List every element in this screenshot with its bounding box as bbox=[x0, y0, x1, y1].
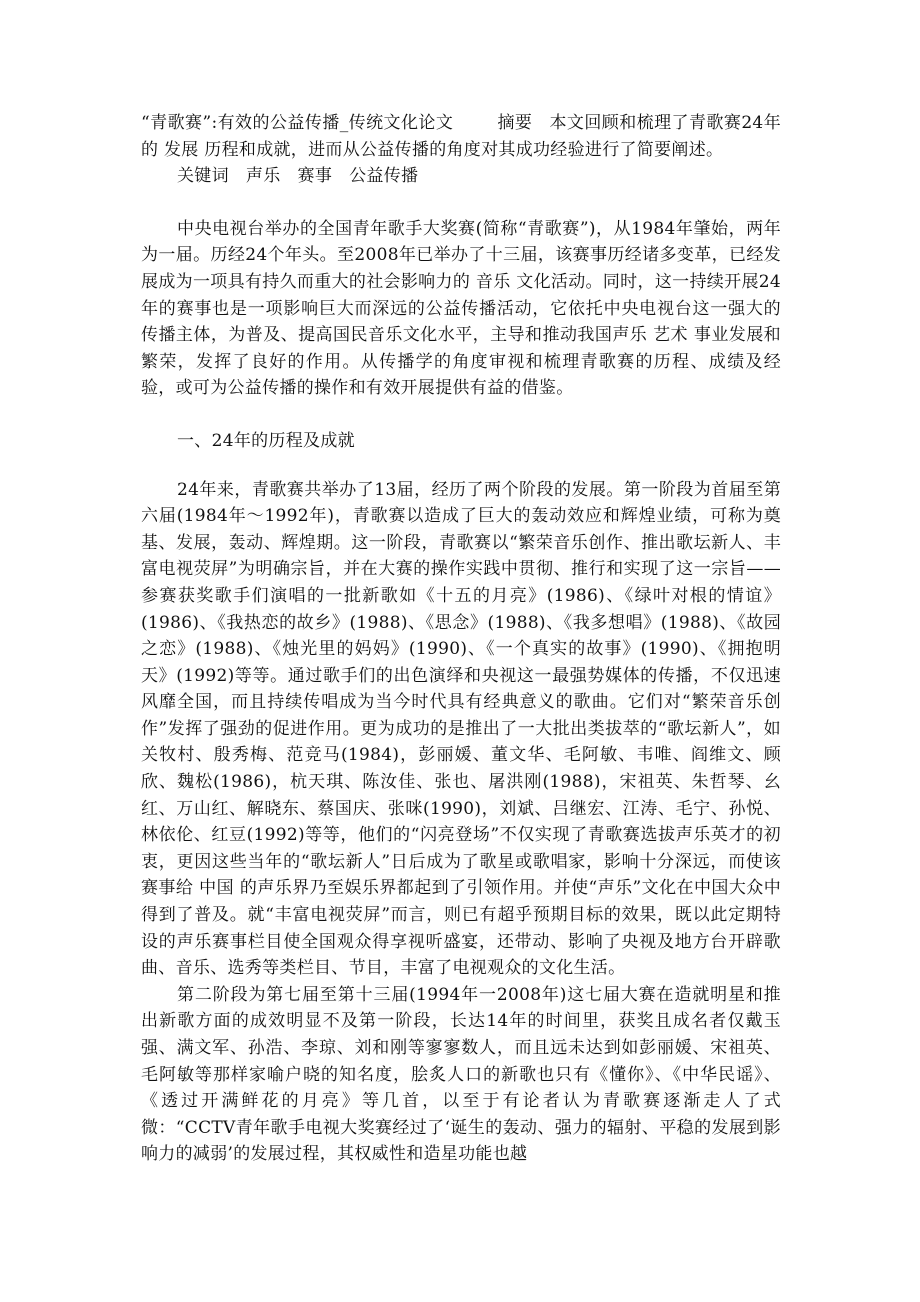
keyword-item: 声乐 bbox=[245, 166, 281, 187]
keyword-item: 赛事 bbox=[297, 166, 333, 187]
title-abstract-paragraph bbox=[141, 110, 781, 163]
abstract-label: 摘要 bbox=[497, 113, 533, 133]
document-title: “青歌赛”:有效的公益传播_传统文化论文 bbox=[141, 113, 454, 133]
intro-paragraph: 中央电视台举办的全国青年歌手大奖赛(简称“青歌赛”)，从1984年肇始，两年为一届。历经24个年头。至2008年已举办了十三届，该赛事历经诸多变革，已经发展成为一项具有持久而重大的社会影响力的 音乐 文化活动。同时，这一持续开展24年的赛事也是一项影响巨大而深远的公益传播活动，它依托中央电视台这一强大的传播主体，为普及、提高国民音乐文化水平，主导和推动我国声乐 艺术 事业发展和繁荣，发挥了良好的作用。从传播学的角度审视和梳理青歌赛的历程、成绩及经验，或可为公益传播的操作和有效开展提供有益的借鉴。 bbox=[141, 218, 781, 399]
keywords-line bbox=[141, 163, 781, 190]
body-paragraph: 24年来，青歌赛共举办了13届，经历了两个阶段的发展。第一阶段为首届至第六届(1984年～1992年)，青歌赛以造成了巨大的轰动效应和辉煌业绩，可称为奠基、发展，轰动、辉煌期。这一阶段，青歌赛以“繁荣音乐创作、推出歌坛新人、丰富电视荧屏”为明确宗旨，并在大赛的操作实践中贯彻、推行和实现了这一宗旨——参赛获奖歌手们演唱的一批新歌如《十五的月亮》(1986)、《绿叶对根的情谊》(1986)、《我热恋的故乡》(1988)、《思念》(1988)、《我多想唱》(1988)、《故园之恋》(1988)、《烛光里的妈妈》(1990)、《一个真实的故事》(1990)、《拥抱明天》(1992)等等。通过歌手们的出色演绎和央视这一最强势媒体的传播，不仅迅速风靡全国，而且持续传唱成为当今时代具有经典意义的歌曲。它们对“繁荣音乐创作”发挥了强劲的促进作用。更为成功的是推出了一大批出类拔萃的“歌坛新人”，如关牧村、殷秀梅、范竞马(1984)，彭丽媛、董文华、毛阿敏、韦唯、阎维文、顾欣、魏松(1986)，杭天琪、陈汝佳、张也、屠洪刚(1988)，宋祖英、朱哲琴、幺红、万山红、解晓东、蔡国庆、张咪(1990)，刘斌、吕继宏、江涛、毛宁、孙悦、林依伦、红豆(1992)等等，他们的“闪亮登场”不仅实现了青歌赛选拔声乐英才的初衷，更因这些当年的“歌坛新人”日后成为了歌星或歌唱家，影响十分深远，而使该赛事给 中国 的声乐界乃至娱乐界都起到了引领作用。并使“声乐”文化在中国大众中得到了普及。就“丰富电视荧屏”而言，则已有超乎预期目标的效果，既以此定期特设的声乐赛事栏目使全国观众得享视听盛宴，还带动、影响了央视及地方台开辟歌曲、音乐、选秀等类栏目、节目，丰富了电视观众的文化生活。 bbox=[141, 479, 781, 979]
document-page bbox=[141, 110, 781, 1168]
body-paragraph: 第二阶段为第七届至第十三届(1994年一2008年)这七届大赛在造就明星和推出新歌方面的成效明显不及第一阶段，长达14年的时间里，获奖且成名者仅戴玉强、满文军、孙浩、李琼、刘和刚等寥寥数人，而且远未达到如彭丽媛、宋祖英、毛阿敏等那样家喻户晓的知名度，脍炙人口的新歌也只有《懂你》、《中华民谣》、《透过开满鲜花的月亮》等几首，以至于有论者认为青歌赛逐渐走人了式微：“CCTV青年歌手电视大奖赛经过了‘诞生的轰动、强力的辐射、平稳的发展到影响力的减弱’的发展过程，其权威性和造星功能也越 bbox=[141, 984, 781, 1165]
abstract-text: 本文回顾和梳理了青歌赛24年的 发展 历程和成就，进而从公益传播的角度对其成功经验进行了简要阐述。 bbox=[141, 113, 781, 160]
keywords-label: 关键词 bbox=[177, 166, 229, 187]
keyword-item: 公益传播 bbox=[349, 166, 419, 187]
section-heading: 一、24年的历程及成就 bbox=[177, 430, 355, 451]
